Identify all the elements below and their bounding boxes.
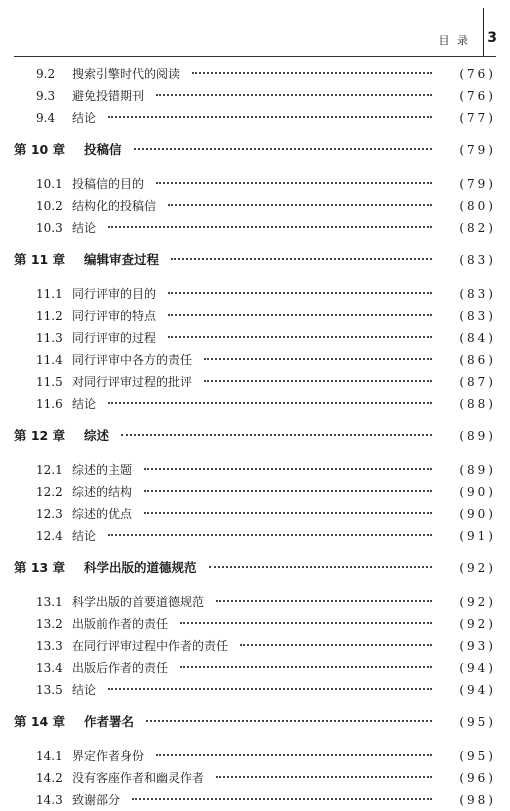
section-number: 12.3 <box>36 507 63 521</box>
section-number: 14.3 <box>36 793 63 807</box>
section-title: 同行评审的特点 <box>72 309 157 323</box>
page-header <box>0 0 510 58</box>
section-number: 9.2 <box>36 67 56 81</box>
chapter-number: 第 10 章 <box>14 142 66 157</box>
dot-leader <box>180 665 432 668</box>
header-section-title: 目 录 <box>438 34 470 47</box>
page-ref: (90) <box>459 507 496 521</box>
section-number: 10.3 <box>36 221 63 235</box>
header-rule <box>14 56 496 57</box>
toc-section-entry <box>14 173 496 195</box>
dot-leader <box>144 511 432 514</box>
toc-chapter-entry <box>14 710 496 734</box>
chapter-number: 第 14 章 <box>14 714 66 729</box>
toc-section-entry <box>14 635 496 657</box>
section-number: 10.2 <box>36 199 63 213</box>
dot-leader <box>144 489 432 492</box>
page-ref: (79) <box>459 143 496 157</box>
chapter-title: 投稿信 <box>84 142 122 157</box>
dot-leader <box>204 357 432 360</box>
toc-section-entry <box>14 591 496 613</box>
dot-leader <box>171 257 432 260</box>
page-ref: (94) <box>459 683 496 697</box>
page-ref: (87) <box>459 375 496 389</box>
toc-section-entry <box>14 107 496 129</box>
chapter-number: 第 13 章 <box>14 560 66 575</box>
toc-section-entry <box>14 745 496 767</box>
section-number: 13.2 <box>36 617 63 631</box>
section-number: 10.1 <box>36 177 63 191</box>
toc-section-entry <box>14 217 496 239</box>
dot-leader <box>108 225 432 228</box>
toc-section-entry <box>14 371 496 393</box>
toc-chapter-entry <box>14 556 496 580</box>
toc-section-entry <box>14 503 496 525</box>
page-ref: (83) <box>459 287 496 301</box>
section-title: 结论 <box>72 221 97 235</box>
toc-section-entry <box>14 283 496 305</box>
page-ref: (92) <box>459 595 496 609</box>
dot-leader <box>144 467 432 470</box>
toc-section-entry <box>14 305 496 327</box>
dot-leader <box>216 599 432 602</box>
page-ref: (83) <box>459 309 496 323</box>
header-page-number: 3 <box>487 30 497 46</box>
toc-section-entry <box>14 63 496 85</box>
page-ref: (84) <box>459 331 496 345</box>
section-title: 出版前作者的责任 <box>72 617 169 631</box>
dot-leader <box>108 687 432 690</box>
toc-chapter-entry <box>14 138 496 162</box>
section-title: 结论 <box>72 683 97 697</box>
chapter-title: 综述 <box>84 428 110 443</box>
section-number: 14.2 <box>36 771 63 785</box>
dot-leader <box>108 115 432 118</box>
page-ref: (89) <box>459 429 496 443</box>
dot-leader <box>134 147 432 150</box>
section-title: 投稿信的目的 <box>72 177 145 191</box>
dot-leader <box>168 203 432 206</box>
dot-leader <box>156 753 432 756</box>
page-ref: (95) <box>459 749 496 763</box>
section-number: 14.1 <box>36 749 63 763</box>
dot-leader <box>168 335 432 338</box>
page-ref: (76) <box>459 67 496 81</box>
section-title: 在同行评审过程中作者的责任 <box>72 639 229 653</box>
toc-section-entry <box>14 393 496 415</box>
section-number: 11.4 <box>36 353 63 367</box>
section-number: 11.2 <box>36 309 63 323</box>
section-title: 结论 <box>72 529 97 543</box>
chapter-title: 编辑审查过程 <box>84 252 160 267</box>
section-title: 没有客座作者和幽灵作者 <box>72 771 205 785</box>
page-ref: (80) <box>459 199 496 213</box>
page-ref: (95) <box>459 715 496 729</box>
toc-section-entry <box>14 767 496 789</box>
page-ref: (83) <box>459 253 496 267</box>
chapter-number: 第 11 章 <box>14 252 66 267</box>
section-number: 9.3 <box>36 89 56 103</box>
section-title: 综述的结构 <box>72 485 133 499</box>
section-number: 12.2 <box>36 485 63 499</box>
section-number: 11.6 <box>36 397 63 411</box>
page-ref: (77) <box>459 111 496 125</box>
toc-section-entry <box>14 85 496 107</box>
page-ref: (79) <box>459 177 496 191</box>
toc-section-entry <box>14 481 496 503</box>
page-ref: (76) <box>459 89 496 103</box>
page-ref: (88) <box>459 397 496 411</box>
toc-section-entry <box>14 789 496 811</box>
dot-leader <box>180 621 432 624</box>
section-title: 致谢部分 <box>72 793 121 807</box>
section-title: 结论 <box>72 111 97 125</box>
section-number: 11.1 <box>36 287 63 301</box>
page-ref: (91) <box>459 529 496 543</box>
section-number: 12.1 <box>36 463 63 477</box>
dot-leader <box>108 401 432 404</box>
section-title: 出版后作者的责任 <box>72 661 169 675</box>
section-title: 同行评审中各方的责任 <box>72 353 193 367</box>
section-number: 11.5 <box>36 375 63 389</box>
section-number: 12.4 <box>36 529 63 543</box>
dot-leader <box>156 93 432 96</box>
page-ref: (93) <box>459 639 496 653</box>
dot-leader <box>209 565 432 568</box>
dot-leader <box>216 775 432 778</box>
section-title: 界定作者身份 <box>72 749 145 763</box>
page-ref: (94) <box>459 661 496 675</box>
section-title: 避免投错期刊 <box>72 89 145 103</box>
section-number: 11.3 <box>36 331 63 345</box>
toc-section-entry <box>14 349 496 371</box>
toc-section-entry <box>14 679 496 701</box>
dot-leader <box>204 379 432 382</box>
toc-chapter-entry <box>14 248 496 272</box>
toc-section-entry <box>14 657 496 679</box>
dot-leader <box>146 719 432 722</box>
toc-section-entry <box>14 525 496 547</box>
page-ref: (92) <box>459 617 496 631</box>
page-ref: (98) <box>459 793 496 807</box>
toc-section-entry <box>14 195 496 217</box>
section-title: 搜索引擎时代的阅读 <box>72 67 181 81</box>
dot-leader <box>192 71 432 74</box>
dot-leader <box>108 533 432 536</box>
section-title: 结构化的投稿信 <box>72 199 157 213</box>
table-of-contents <box>14 63 496 811</box>
dot-leader <box>168 313 432 316</box>
dot-leader <box>240 643 432 646</box>
page-ref: (86) <box>459 353 496 367</box>
page-ref: (82) <box>459 221 496 235</box>
toc-section-entry <box>14 613 496 635</box>
section-title: 同行评审的目的 <box>72 287 157 301</box>
section-number: 13.5 <box>36 683 63 697</box>
toc-chapter-entry <box>14 424 496 448</box>
chapter-number: 第 12 章 <box>14 428 66 443</box>
section-number: 13.3 <box>36 639 63 653</box>
section-title: 同行评审的过程 <box>72 331 157 345</box>
section-title: 结论 <box>72 397 97 411</box>
dot-leader <box>156 181 432 184</box>
dot-leader <box>168 291 432 294</box>
chapter-title: 作者署名 <box>84 714 135 729</box>
chapter-title: 科学出版的道德规范 <box>84 560 197 575</box>
section-title: 科学出版的首要道德规范 <box>72 595 205 609</box>
page-ref: (96) <box>459 771 496 785</box>
section-title: 对同行评审过程的批评 <box>72 375 193 389</box>
section-number: 13.4 <box>36 661 63 675</box>
toc-section-entry <box>14 459 496 481</box>
section-number: 13.1 <box>36 595 63 609</box>
page-ref: (89) <box>459 463 496 477</box>
section-number: 9.4 <box>36 111 56 125</box>
page-ref: (90) <box>459 485 496 499</box>
section-title: 综述的优点 <box>72 507 133 521</box>
page-ref: (92) <box>459 561 496 575</box>
toc-section-entry <box>14 327 496 349</box>
dot-leader <box>121 433 432 436</box>
section-title: 综述的主题 <box>72 463 133 477</box>
header-vertical-rule <box>483 8 484 56</box>
